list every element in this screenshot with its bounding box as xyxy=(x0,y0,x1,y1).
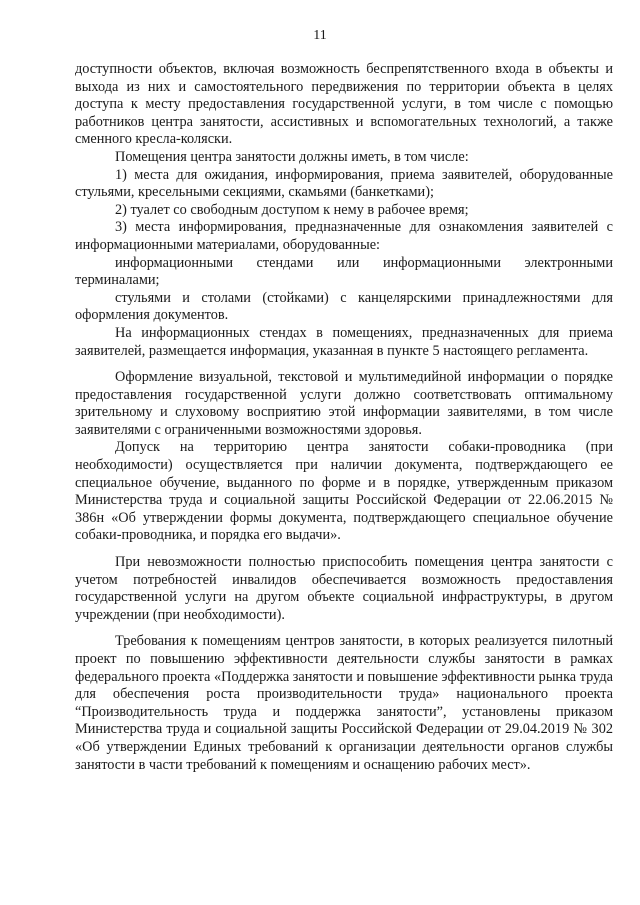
list-item-waiting-areas: 1) места для ожидания, информирования, приема заявителей, оборудованные стульями, кресельными секциями, скамьями (банкетками); xyxy=(75,166,613,201)
paragraph-accessibility-continuation: доступности объектов, включая возможность беспрепятственного входа в объекты и выхода из них и самостоятельного передвижения по территории объекта в целях доступа к месту предоставления государственной услуги, в том числе с помощью работников центра занятости, ассистивных и вспомогательных технологий, а также сменного кресла-коляски. xyxy=(75,61,613,148)
list-item-information-areas: 3) места информирования, предназначенные для ознакомления заявителей с информационными материалами, оборудованные: xyxy=(75,219,613,253)
paragraph-information-stands: На информационных стендах в помещениях, предназначенных для приема заявителей, размещается информация, указанная в пункте 5 настоящего регламента. xyxy=(75,324,613,359)
list-item-chairs-tables: стульями и столами (стойками) с канцелярскими принадлежностями для оформления документов. xyxy=(75,289,613,324)
document-body xyxy=(75,61,613,774)
list-item-toilet: 2) туалет со свободным доступом к нему в рабочее время; xyxy=(115,201,469,218)
paragraph-guide-dog-access: Допуск на территорию центра занятости собаки-проводника (при необходимости) осуществляется при наличии документа, подтверждающего ее специальное обучение, выданного по форме и в порядке, утвержденным приказом Министерства труда и социальной защиты Российской Федерации от 22.06.2015 № 386н «Об утверждении формы документа, подтверждающего специальное обучение собаки-проводника, и порядка его выдачи». xyxy=(75,439,613,544)
paragraph-pilot-project-requirements: Требования к помещениям центров занятости, в которых реализуется пилотный проект по повышению эффективности деятельности службы занятости в рамках федерального проекта «Поддержка занятости и повышение эффективности рынка труда для обеспечения роста производительности труда» национального проекта “Производительность труда и поддержка занятости”, установлены приказом Министерства труда и социальной защиты Российской Федерации от 29.04.2019 № 302 «Об утверждении Единых требований к организации деятельности органов службы занятости в части требований к помещениям и оснащению рабочих мест». xyxy=(75,633,613,773)
paragraph-information-design: Оформление визуальной, текстовой и мультимедийной информации о порядке предоставления государственной услуги должно соответствовать оптимальному зрительному и слуховому восприятию этой информации заявителями, в том числе заявителями с ограниченными возможностями здоровья. xyxy=(75,369,613,438)
page-number: 11 xyxy=(313,28,327,43)
paragraph-premises-intro: Помещения центра занятости должны иметь, в том числе: xyxy=(115,148,469,165)
list-item-stands-terminals: информационными стендами или информационными электронными терминалами; xyxy=(75,254,613,289)
paragraph-alternative-facility: При невозможности полностью приспособить помещения центра занятости с учетом потребностей инвалидов обеспечивается возможность предоставления государственной услуги на другом объекте социальной инфраструктуры, в другом учреждении (при необходимости). xyxy=(75,554,613,623)
